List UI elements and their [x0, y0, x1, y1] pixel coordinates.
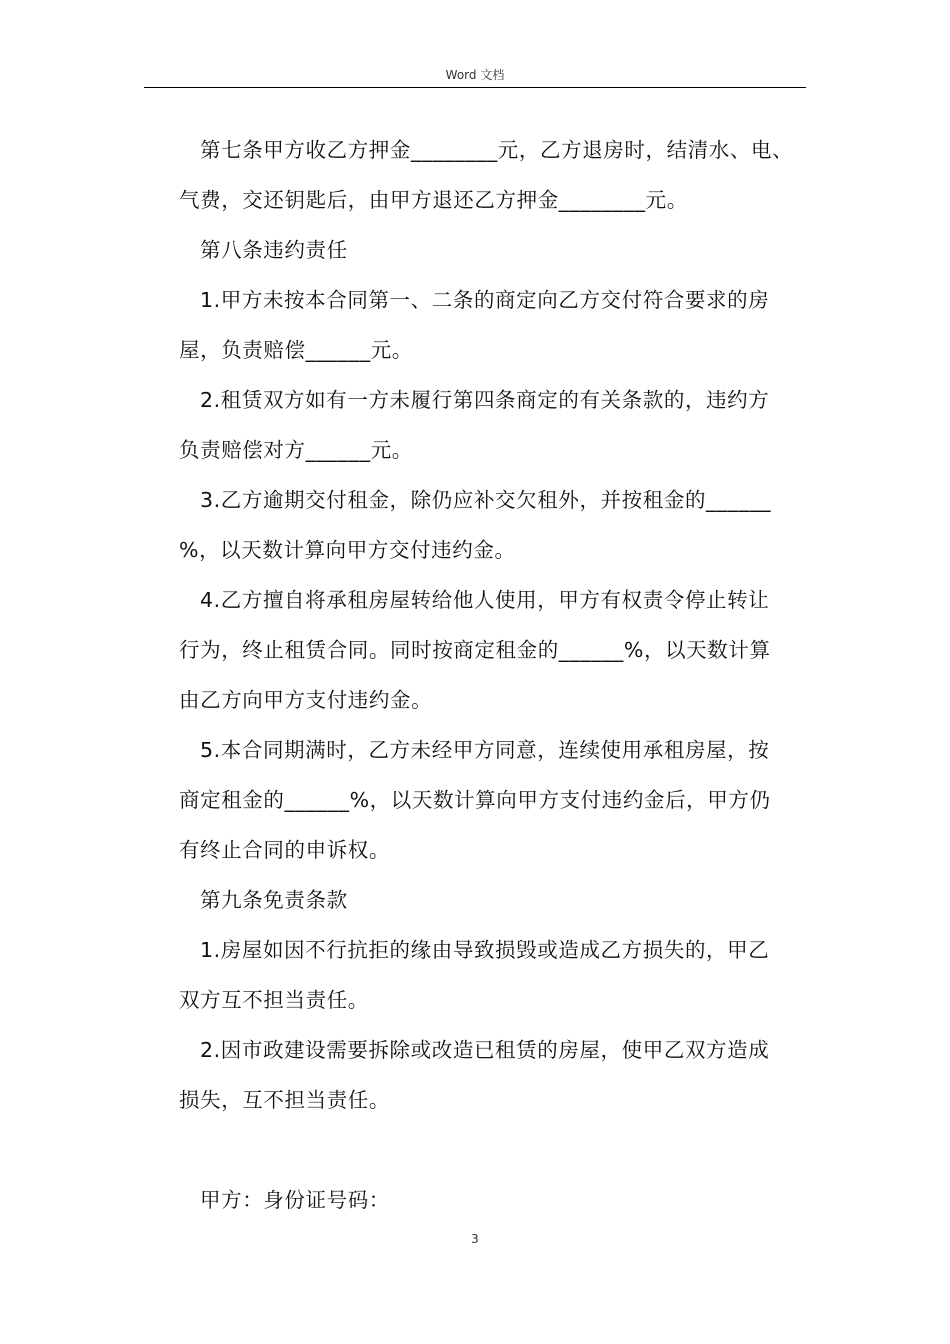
text-line: 损失，互不担当责任。: [179, 1088, 390, 1112]
text-line: 有终止合同的申诉权。: [179, 838, 390, 862]
text-line: %，以天数计算向甲方交付违约金。: [179, 538, 516, 562]
section-heading: 第九条免责条款: [200, 888, 348, 912]
text-line: 1.房屋如因不行抗拒的缘由导致损毁或造成乙方损失的，甲乙: [200, 938, 770, 962]
blank-line: [179, 1125, 797, 1175]
text-line: 1.甲方未按本合同第一、二条的商定向乙方交付符合要求的房: [200, 288, 770, 312]
text-line: 由乙方向甲方支付违约金。: [179, 688, 433, 712]
text-line: 2.租赁双方如有一方未履行第四条商定的有关条款的，违约方: [200, 388, 770, 412]
page-header: Word 文档: [445, 68, 505, 82]
text-line: 负责赔偿对方______元。: [179, 438, 413, 462]
text-line: 第七条甲方收乙方押金________元，乙方退房时，结清水、电、: [200, 138, 794, 162]
document-body: [179, 125, 797, 1225]
page-number: 3: [471, 1232, 479, 1246]
text-line: 2.因市政建设需要拆除或改造已租赁的房屋，使甲乙双方造成: [200, 1038, 770, 1062]
signature-line: 甲方：身份证号码：: [200, 1188, 390, 1212]
text-line: 5.本合同期满时，乙方未经甲方同意，连续使用承租房屋，按: [200, 738, 770, 762]
text-line: 屋，负责赔偿______元。: [179, 338, 413, 362]
text-line: 4.乙方擅自将承租房屋转给他人使用，甲方有权责令停止转让: [200, 588, 770, 612]
text-line: 气费，交还钥匙后，由甲方退还乙方押金________元。: [179, 188, 688, 212]
section-heading: 第八条违约责任: [200, 238, 348, 262]
header-divider: [144, 87, 806, 88]
text-line: 3.乙方逾期交付租金，除仍应补交欠租外，并按租金的______: [200, 488, 772, 512]
text-line: 商定租金的______%，以天数计算向甲方支付违约金后，甲方仍: [179, 788, 771, 812]
text-line: 行为，终止租赁合同。同时按商定租金的______%，以天数计算: [179, 638, 771, 662]
text-line: 双方互不担当责任。: [179, 988, 369, 1012]
